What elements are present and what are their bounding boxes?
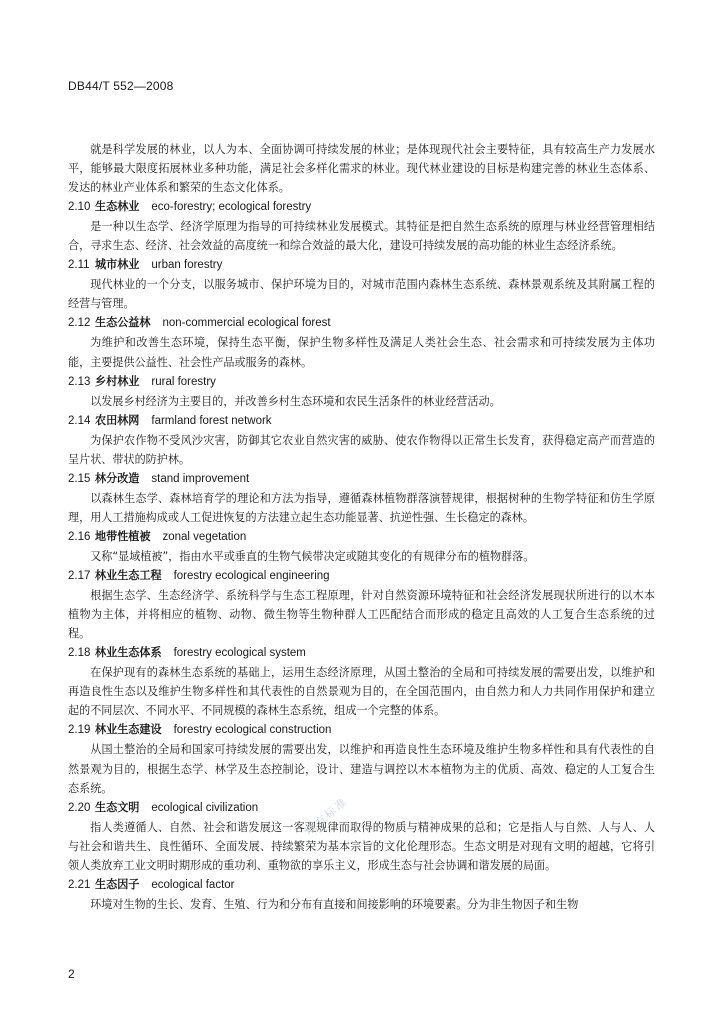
term-entry	[68, 411, 655, 469]
term-heading	[68, 255, 655, 275]
term-definition: 以森林生态学、森林培育学的理论和方法为指导，遵循森林植物群落演替规律，根据树种的生物学特征和仿生学原理，用人工措施构成或人工促进恢复的方法建立起生态功能显著、抗逆性强、生长稳定的森林。	[68, 491, 655, 524]
term-number: 2.21	[68, 878, 91, 891]
term-entry	[68, 720, 655, 797]
term-definition: 环境对生物的生长、发育、生殖、行为和分布有直接和间接影响的环境要素。分为非生物因子和生物	[90, 897, 579, 911]
term-chinese: 林分改造	[95, 471, 140, 485]
term-heading	[68, 643, 655, 663]
term-chinese: 生态文明	[95, 800, 140, 814]
watermark: 地方标准	[302, 794, 351, 839]
term-english: eco-forestry; ecological forestry	[151, 201, 312, 214]
term-entry	[68, 875, 655, 914]
term-definition: 是一种以生态学、经济学原理为指导的可持续林业发展模式。其特征是把自然生态系统的原理与林业经营管理相结合，寻求生态、经济、社会效益的高度统一和综合效益的最大化，建设可持续发展的高功能的林业生态经济系统。	[68, 220, 655, 253]
term-heading	[68, 197, 655, 217]
term-heading	[68, 527, 655, 547]
term-number: 2.11	[68, 259, 90, 272]
term-english: ecological civilization	[151, 801, 259, 814]
term-chinese: 农田林网	[95, 413, 140, 427]
term-entry	[68, 643, 655, 720]
term-english: farmland forest network	[151, 414, 272, 427]
term-number: 2.14	[68, 414, 91, 427]
term-definition: 从国土整治的全局和国家可持续发展的需要出发，以维护和再造良性生态环境及维护生物多样性和具有代表性的自然景观为目的，根据生态学、林学及生态控制论，设计、建造与调控以木本植物为主的优质、高效、稳定的人工复合生态系统。	[68, 743, 655, 795]
term-number: 2.13	[68, 375, 91, 388]
term-entry	[68, 469, 655, 527]
term-heading	[68, 469, 655, 489]
term-number: 2.10	[68, 201, 91, 214]
term-definition: 在保护现有的森林生态系统的基础上，运用生态经济原理，从国土整治的全局和可持续发展的需要出发，以维护和再造良性生态以及维护生物多样性和其代表性的自然景观为目的，在全国范围内，由自然力和人力共同作用保护和建立起的不同层次、不同水平、不同规模的森林生态系统，组成一个完整的体系。	[68, 666, 655, 718]
term-english: forestry ecological system	[173, 647, 306, 660]
term-english: urban forestry	[151, 259, 223, 272]
term-entry	[68, 255, 655, 313]
term-number: 2.18	[68, 647, 91, 660]
term-definition: 为保护农作物不受风沙灾害，防御其它农业自然灾害的威胁、使农作物得以正常生长发育，获得稳定高产而营造的呈片状、带状的防护林。	[68, 433, 655, 466]
term-chinese: 生态因子	[95, 877, 140, 891]
term-definition: 以发展乡村经济为主要目的，并改善乡村生态环境和农民生活条件的林业经营活动。	[90, 394, 501, 408]
term-english: zonal vegetation	[162, 530, 247, 543]
term-heading	[68, 875, 655, 895]
term-entry	[68, 313, 655, 371]
term-definition: 根据生态学、生态经济学、系统科学与生态工程原理，针对自然资源环境特征和社会经济发展现状所进行的以木本植物为主体，并将相应的植物、动物、微生物等生物种群人工匹配结合而形成的稳定且高效的人工复合生态系统的过程。	[68, 589, 655, 641]
term-number: 2.20	[68, 801, 91, 814]
term-english: ecological factor	[151, 878, 235, 891]
term-english: rural forestry	[151, 375, 216, 388]
term-heading	[68, 720, 655, 740]
term-number: 2.19	[68, 724, 91, 737]
term-entry	[68, 798, 655, 875]
term-chinese: 乡村林业	[95, 374, 140, 388]
term-chinese: 生态林业	[95, 200, 140, 214]
term-heading	[68, 313, 655, 333]
term-definition: 指人类遵循人、自然、社会和谐发展这一客观规律而取得的物质与精神成果的总和；它是指人与自然、人与人、人与社会和谐共生、良性循环、全面发展、持续繁荣为基本宗旨的文化伦理形态。生态文明是对现有文明的超越，它将引领人类放弃工业文明时期形成的重功利、重物欲的享乐主义，形成生态与社会协调和谐发展的局面。	[68, 820, 655, 872]
term-number: 2.15	[68, 472, 91, 485]
term-chinese: 生态公益林	[95, 316, 151, 330]
term-entry	[68, 197, 655, 255]
term-entry	[68, 566, 655, 643]
term-heading	[68, 566, 655, 586]
term-heading	[68, 372, 655, 392]
term-chinese: 林业生态工程	[95, 569, 162, 583]
term-english: non-commercial ecological forest	[162, 317, 331, 330]
term-chinese: 林业生态建设	[95, 723, 162, 737]
term-entry	[68, 527, 655, 566]
term-chinese: 城市林业	[95, 258, 140, 272]
term-entry	[68, 372, 655, 411]
term-number: 2.17	[68, 570, 91, 583]
term-chinese: 地带性植被	[95, 529, 151, 543]
intro-paragraph: 就是科学发展的林业，以人为本、全面协调可持续发展的林业；是体现现代社会主要特征，具有较高生产力发展水平，能够最大限度拓展林业多种功能，满足社会多样化需求的林业。现代林业建设的目标是构建完善的林业生态体系、发达的林业产业体系和繁荣的生态文化体系。	[68, 143, 655, 195]
term-english: forestry ecological engineering	[173, 570, 330, 583]
term-chinese: 林业生态体系	[95, 646, 162, 660]
term-english: stand improvement	[151, 472, 250, 485]
term-definition: 为维护和改善生态环境，保持生态平衡，保护生物多样性及满足人类社会生态、社会需求和可持续发展为主体功能，主要提供公益性、社会性产品或服务的森林。	[68, 336, 655, 369]
standard-number-header: DB44/T 552—2008	[68, 79, 174, 93]
term-number: 2.12	[68, 317, 91, 330]
term-number: 2.16	[68, 530, 91, 543]
term-heading	[68, 411, 655, 431]
document-body	[68, 140, 655, 914]
term-definition: 现代林业的一个分支，以服务城市、保护环境为目的，对城市范围内森林生态系统、森林景观系统及其附属工程的经营与管理。	[68, 278, 655, 311]
term-definition: 又称“显域植被”，指由水平或垂直的生物气候带决定或随其变化的有规律分布的植物群落。	[90, 549, 535, 563]
term-heading	[68, 798, 655, 818]
term-english: forestry ecological construction	[173, 724, 332, 737]
page-number: 2	[68, 967, 75, 981]
